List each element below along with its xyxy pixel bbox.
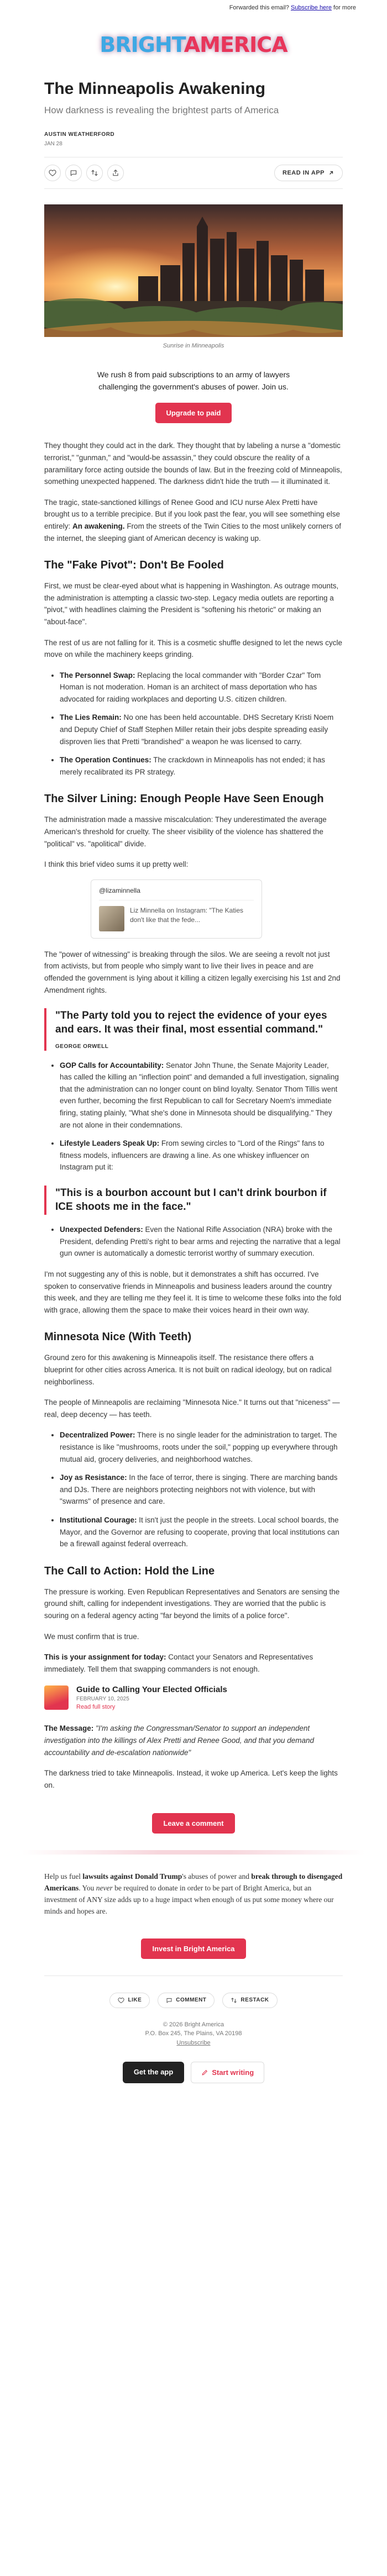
footer-comment-label: COMMENT [176,1997,207,2004]
subscribe-text: We rush 8 from paid subscriptions to an army of lawyers challenging the government's abuses of power. Join us. [97,370,290,391]
heart-icon [49,169,56,177]
leave-comment-wrap [44,1803,343,1834]
pull-quote-bourbon [44,1186,343,1215]
message-text: "I'm asking the Congressman/Senator to support an independent investigation into the killings of Alex Pretti and Renee Good, and that you demand accountability and de-escalation nationwide" [44,1724,315,1757]
section-heading-minnesota-nice: Minnesota Nice (With Teeth) [44,1331,192,1344]
list-item [60,1137,343,1173]
section-heading-silver-lining: The Silver Lining: Enough People Have Seen Enough [44,793,324,805]
comment-icon [70,169,77,177]
footer-comment-button[interactable] [158,1993,215,2008]
footer-restack-label: RESTACK [240,1997,269,2004]
section3-bullet-list [60,1429,343,1550]
bright-america-logo[interactable] [100,34,287,55]
intro-p2-a: The tragic, state-sanctioned killings of Renee Good and ICU nurse Alex Pretti have brought us to a terrible precipice. But if you look past the fear, you will see something else entirely: [44,498,341,530]
list-item [60,1429,343,1465]
section3-paragraph-2: The people of Minneapolis are reclaiming "Minnesota Nice." It turns out that "niceness" — real, deep decency — has teeth. [44,1398,340,1419]
embed-text: Liz Minnella on Instagram: "The Katies don't like that the fede... [130,906,244,924]
section2-paragraph-4: I'm not suggesting any of this is noble, but it demonstrates a shift has occurred. I've spoken to conservative friends in Minneapolis and business leaders around the country this week, and they are telling me they feel it. It is time to welcome these folks into the fold with grace, allowing them the space to make their voices heard in their own way. [44,1270,342,1314]
copyright: © 2026 Bright America [163,2021,224,2028]
pull-quote-orwell [44,1008,343,1050]
bullet-label: The Lies Remain: [60,713,122,722]
list-item [60,1472,343,1508]
read-in-app-label: READ IN APP [283,170,325,176]
quote-attribution: GEORGE ORWELL [55,1043,109,1050]
invest-wrap [44,1929,343,1959]
read-in-app-button[interactable] [274,165,343,181]
author-name[interactable]: AUSTIN WEATHERFORD [44,131,115,138]
subscribe-box [83,369,304,423]
footer-actions [44,1993,343,2008]
promo-paragraph [44,1871,343,1917]
instagram-embed[interactable] [91,879,262,939]
article-subtitle: How darkness is revealing the brightest parts of America [44,105,279,115]
list-item [60,712,343,747]
linked-article-thumbnail [44,1685,69,1710]
section4-message [44,1722,343,1758]
forward-suffix: for more [333,4,356,11]
section2-bullet-list [60,1060,343,1173]
bullet-text: The crackdown in Minneapolis has not ended; it has merely recalibrated its PR strategy. [60,756,325,776]
bullet-text: From sewing circles to "Lord of the Rings" fans to fitness models, influencers are drawing a line. As one whiskey influencer on Instagram put it: [60,1139,325,1172]
invest-button[interactable]: Invest in Bright America [141,1938,245,1959]
forward-strip [0,0,387,17]
promo-a: Help us fuel [44,1872,83,1881]
promo-divider [22,1850,365,1855]
start-writing-button[interactable] [191,2062,264,2083]
section1-paragraph-1: First, we must be clear-eyed about what is happening in Washington. As outrage mounts, the administration is attempting a classic two-step. Legacy media outlets are reporting a "pivot," with headlines claiming the President is "softening his rhetoric" or making an "about-face". [44,582,339,626]
leave-comment-button[interactable]: Leave a comment [152,1813,234,1834]
bullet-text: Even the National Rifle Association (NRA) broke with the President, defending Pretti's right to bear arms and rejecting the narrative that a legal gun owner is automatically a domestic terrorist worthy of summary execution. [60,1225,341,1258]
bullet-label: Unexpected Defenders: [60,1225,143,1234]
start-writing-label: Start writing [212,2068,254,2077]
promo-column [44,1871,343,2083]
hero-caption: Sunrise in Minneapolis [163,343,224,349]
intro-p2-c: From the streets of the Twin Cities to the most unlikely corners of the internet, the sleeping giant of American decency is waking up. [44,521,341,542]
comment-button[interactable] [65,165,82,181]
bullet-label: GOP Calls for Accountability: [60,1061,164,1070]
restack-button[interactable] [86,165,103,181]
logo-wrap [44,17,343,80]
bullet-text: Senator John Thune, the Senate Majority Leader, has called the killing an "inflection point" and demanded a full investigation, signaling that the administration can no longer count on blind loyalty. Senator Thom Tillis went even further, becoming the first Republican to call for Secretary Noem's immediate firing, stating plainly, "What she's done in Minnesota should be disqualifying." They are not alone in their condemnations. [60,1061,339,1129]
content-column [44,17,343,1834]
promo-g: be required to donate in order to be part of Bright America, but an investment of ANY size adds up to a huge impact when enough of us put some money where our minds and hopes are. [44,1884,334,1916]
logo-part-america: AMERICA [184,33,287,57]
section2-paragraph-1: The administration made a massive miscalculation: They underestimated the average American's threshold for cruelty. The sheer visibility of the violence has shattered the "political" vs. "apolitical" divide. [44,815,327,848]
promo-c: 's abuses of power and [182,1872,252,1881]
bullet-label: The Operation Continues: [60,756,151,765]
get-the-app-button[interactable]: Get the app [123,2062,185,2083]
quote-text: "This is a bourbon account but I can't drink bourbon if ICE shoots me in the face." [55,1187,327,1213]
comment-icon [166,1997,172,2004]
linked-article-info [76,1685,227,1710]
section1-bullet-list [60,670,343,778]
restack-icon [231,1997,237,2004]
logo-part-bright: BRIGHT [100,33,184,57]
read-full-story-link[interactable]: Read full story [76,1704,116,1711]
bullet-text: Replacing the local commander with "Border Czar" Tom Homan is not moderation. Homan is an architect of mass deportation who has advocated for raiding workplaces and deporting U.S. citizen children. [60,671,321,703]
bullet-label: Joy as Resistance: [60,1473,127,1482]
list-item [60,1060,343,1131]
section2-paragraph-2: I think this brief video sums it up pretty well: [44,860,189,869]
assignment-label: This is your assignment for today: [44,1653,166,1662]
section4-assignment [44,1651,343,1675]
sunrise-skyline-image [44,204,343,337]
restack-icon [91,169,98,177]
section-heading-call-to-action: The Call to Action: Hold the Line [44,1564,215,1577]
linked-article-date: FEBRUARY 10, 2025 [76,1696,129,1703]
list-item [60,1514,343,1550]
embed-inner [99,900,254,931]
bullet-text: No one has been held accountable. DHS Secretary Kristi Noem and Deputy Chief of Staff Stephen Miller retain their jobs despite spreading easily disproven lies that Pretti "brandished" a weapon he was licensed to carry. [60,713,334,746]
footer-like-button[interactable] [109,1993,150,2008]
footer-meta [44,2020,343,2048]
promo-e: . You [79,1884,96,1893]
promo-d: break through to disengaged Americans [44,1872,343,1893]
section-heading-fake-pivot: The "Fake Pivot": Don't Be Fooled [44,559,224,572]
address: P.O. Box 245, The Plains, VA 20198 [145,2030,242,2037]
linked-article-card[interactable] [44,1685,343,1710]
unsubscribe-link[interactable]: Unsubscribe [176,2039,211,2046]
list-item [60,1224,343,1260]
list-item [60,670,343,705]
article-title[interactable]: The Minneapolis Awakening [44,80,266,98]
section3-paragraph-1: Ground zero for this awakening is Minneapolis itself. The resistance there offers a blueprint for other cities across America. It is not built on radical ideology, but on radical neighborliness. [44,1353,332,1386]
list-item [60,754,343,778]
bullet-text: In the face of terror, there is singing. There are marching bands and DJs. There are neighbors protecting neighbors not with violence, but with "swarms" of presence and care. [60,1473,338,1506]
assignment-text: Contact your Senators and Representatives immediately. Tell them that swapping commanders is not enough. [44,1653,313,1673]
section4-closing: The darkness tried to take Minneapolis. Instead, it woke up America. Let's keep the lights on. [44,1769,338,1789]
arrow-up-right-icon [328,170,334,176]
section1-paragraph-2: The rest of us are not falling for it. This is a cosmetic shuffle designed to let the news cycle move on while the machinery keeps grinding. [44,638,343,659]
bullet-label: The Personnel Swap: [60,671,135,679]
section4-paragraph-1: The pressure is working. Even Republican Representatives and Senators are sensing the ground shift, calling for independent investigations. They are worried that the public is souring on a federal agency acting "far beyond the limits of a police force". [44,1587,340,1620]
upgrade-to-paid-button[interactable]: Upgrade to paid [155,403,232,423]
section2-paragraph-3: The "power of witnessing" is breaking through the silos. We are seeing a revolt not just from activists, but from people who simply want to live their lives in peace and are offended the government is lying about it killing a citizen legally exercising his 1st and 2nd Amendment rights. [44,950,341,994]
pencil-icon [201,2069,208,2076]
quote-text: "The Party told you to reject the evidence of your eyes and ears. It was their final, most essential command." [55,1010,327,1035]
bullet-text: There is no single leader for the administration to target. The resistance is like "mushrooms, roots under the soil," popping up everywhere through mutual aid, grocery deliveries, and neighborhood watches. [60,1431,338,1463]
bullet-text: It isn't just the people in the streets. Local school boards, the Mayor, and the Governor are refusing to cooperate, proving that local institutions can be a firewall against federal overreach. [60,1515,339,1548]
action-bar [44,157,343,189]
linked-article-title[interactable]: Guide to Calling Your Elected Officials [76,1685,227,1695]
hero-image[interactable] [44,204,343,337]
intro-paragraph-2 [44,497,343,544]
section4-paragraph-2: We must confirm that is true. [44,1632,139,1641]
bullet-label: Decentralized Power: [60,1431,135,1440]
bullet-label: Institutional Courage: [60,1515,137,1524]
bottom-buttons [44,2062,343,2083]
publish-date: JAN 28 [44,141,62,147]
like-button[interactable] [44,165,61,181]
share-button[interactable] [107,165,124,181]
section2-bullet-list-2 [60,1224,343,1260]
embed-handle: @lizaminnella [99,886,140,894]
footer-like-label: LIKE [128,1997,142,2004]
heart-icon [118,1997,124,2004]
embed-thumbnail [99,906,124,931]
share-icon [112,169,119,177]
message-label: The Message: [44,1724,94,1733]
intro-paragraph-1: They thought they could act in the dark. They thought that by labeling a nurse a "domestic terrorist," "gunman," and "would-be assassin," they could obscure the reality of a paramilitary force acting outside the bounds of law. But in the freezing cold of Minneapolis, something unexpected happened. The darkness didn't hide the truth — it illuminated it. [44,441,342,486]
bullet-label: Lifestyle Leaders Speak Up: [60,1139,160,1148]
intro-p2-awakening: An awakening. [72,521,125,530]
footer-restack-button[interactable] [222,1993,277,2008]
promo-f: never [96,1884,113,1893]
subscribe-link[interactable]: Subscribe here [290,4,332,11]
forward-text: Forwarded this email? [229,4,289,11]
promo-b: lawsuits against Donald Trump [82,1872,182,1881]
action-icons [44,165,124,181]
